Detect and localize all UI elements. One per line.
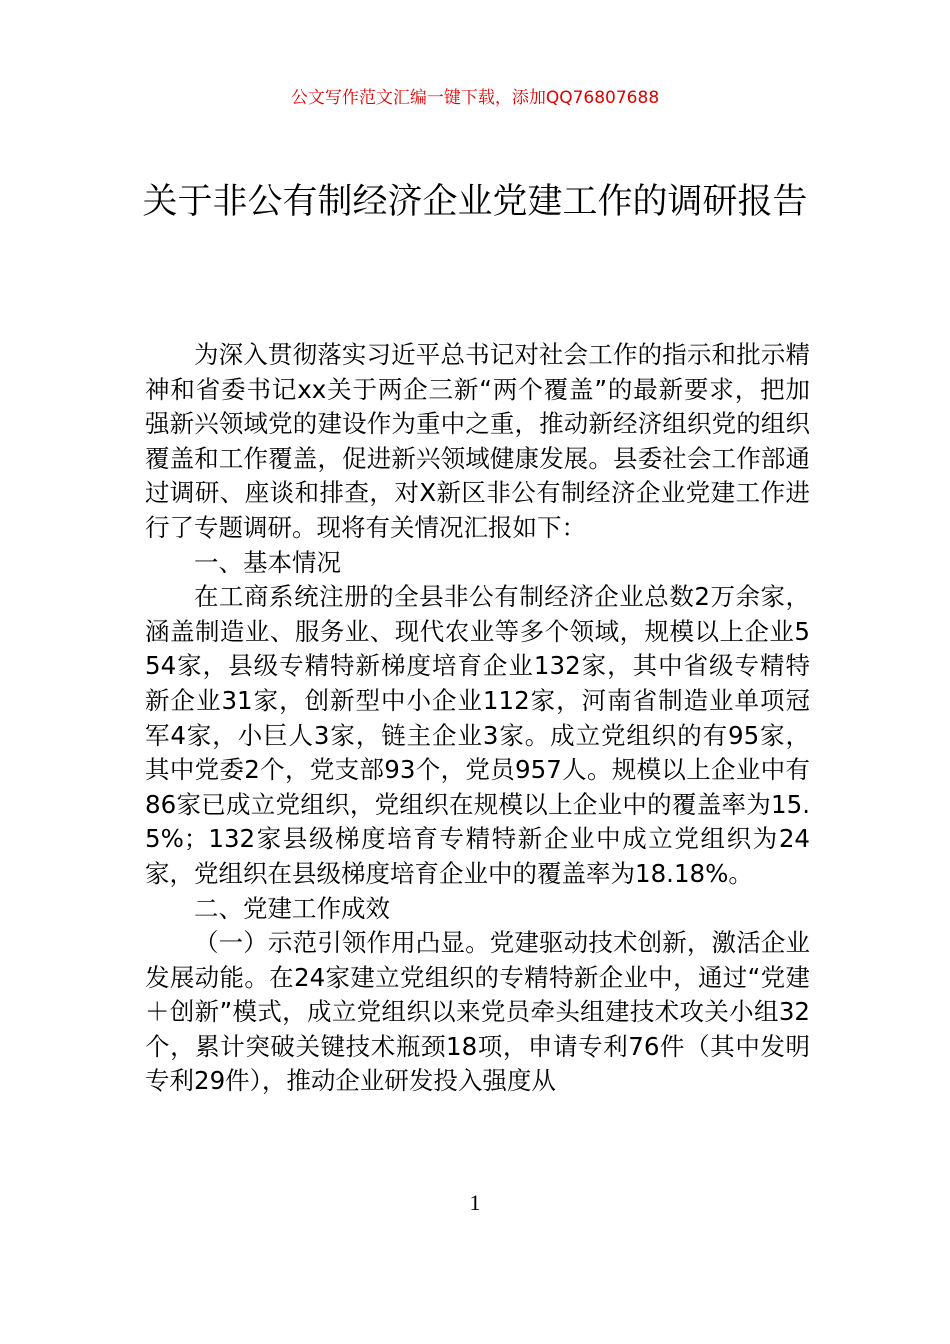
paragraph-basic-situation: 在工商系统注册的全县非公有制经济企业总数2万余家，涵盖制造业、服务业、现代农业等多个领域，规模以上企业554家，县级专精特新梯度培育企业132家，其中省级专精特新企业31家，创新型中小企业112家，河南省制造业单项冠军4家，小巨人3家，链主企业3家。成立党组织的有95家，其中党委2个，党支部93个，党员957人。规模以上企业中有86家已成立党组织，党组织在规模以上企业中的覆盖率为15.5%；132家县级梯度培育专精特新企业中成立党组织为24家，党组织在县级梯度培育企业中的覆盖率为18.18%。: [145, 582, 810, 888]
document-title: 关于非公有制经济企业党建工作的调研报告: [142, 182, 808, 222]
document-body: [145, 338, 810, 1099]
section-heading-achievements: 二、党建工作成效: [194, 893, 390, 923]
section-heading-basic-situation: 一、基本情况: [194, 547, 341, 577]
header-banner: 公文写作范文汇编一键下载，添加QQ76807688: [290, 88, 660, 108]
page-number: 1: [469, 1190, 481, 1215]
paragraph-intro: 为深入贯彻落实习近平总书记对社会工作的指示和批示精神和省委书记xx关于两企三新“两个覆盖”的最新要求，把加强新兴领域党的建设作为重中之重，推动新经济组织党的组织覆盖和工作覆盖，促进新兴领域健康发展。县委社会工作部通过调研、座谈和排查，对X新区非公有制经济企业党建工作进行了专题调研。现将有关情况汇报如下：: [145, 340, 810, 542]
paragraph-demonstration: （一）示范引领作用凸显。党建驱动技术创新，激活企业发展动能。在24家建立党组织的专精特新企业中，通过“党建＋创新”模式，成立党组织以来党员牵头组建技术攻关小组32个，累计突破关键技术瓶颈18项，申请专利76件（其中发明专利29件），推动企业研发投入强度从: [145, 928, 810, 1096]
